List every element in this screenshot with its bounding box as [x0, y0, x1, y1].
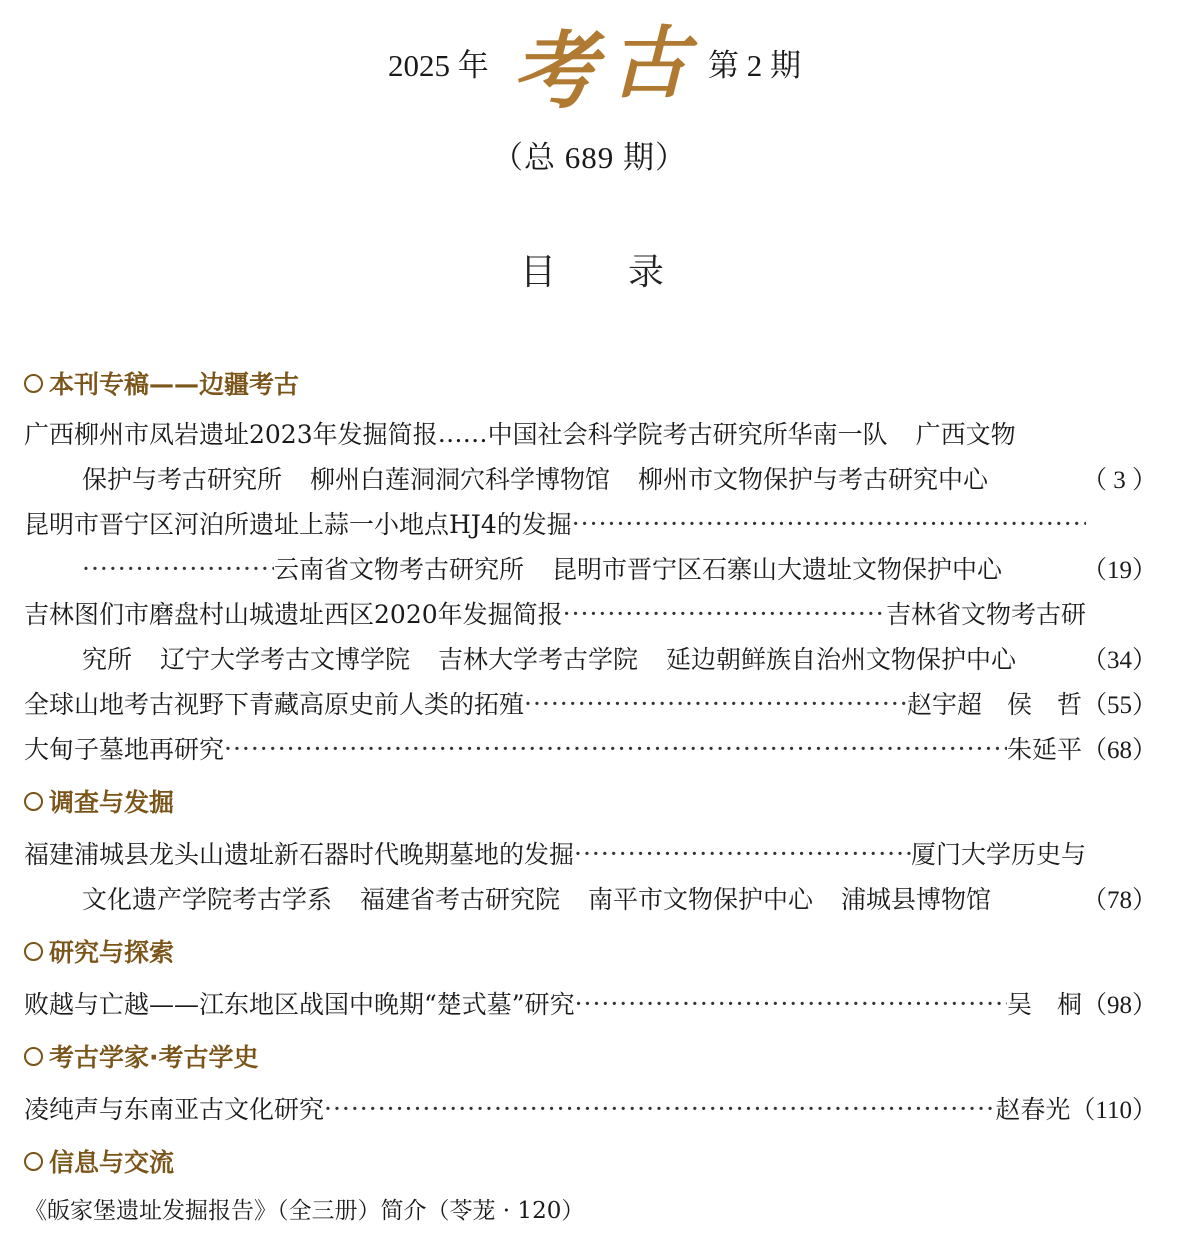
circle-icon — [24, 1047, 43, 1066]
article-author: 吴 桐 — [1006, 990, 1082, 1019]
page-number: （ 3 ） — [1081, 467, 1157, 494]
article-author: 浦城县博物馆 — [841, 885, 992, 914]
article-author: 朱延平 — [1006, 735, 1082, 764]
article-author: 究所 — [82, 645, 133, 674]
article-title: 广西柳州市凤岩遗址2023年发掘简报 — [24, 420, 438, 449]
toc-entry-line[interactable] — [82, 881, 1157, 915]
issue-year: 2025 年 — [388, 48, 489, 83]
article-author: 保护与考古研究所 — [82, 465, 283, 494]
article-author: 柳州市文物保护与考古研究中心 — [638, 465, 989, 494]
article-author: 延边朝鲜族自治州文物保护中心 — [666, 645, 1017, 674]
toc-entry-line[interactable] — [82, 461, 1157, 495]
page-number: （34） — [1081, 647, 1157, 674]
circle-icon — [24, 942, 43, 961]
article-author: 南平市文物保护中心 — [588, 885, 814, 914]
article-title: 凌纯声与东南亚古文化研究 — [24, 1095, 325, 1124]
section-heading: 信息与交流 — [24, 1144, 174, 1178]
svg-text:考: 考 — [512, 21, 597, 118]
section-heading: 研究与探索 — [24, 934, 174, 968]
section-heading: 调查与发掘 — [24, 784, 174, 818]
article-author: 吉林省文物考古研 — [885, 600, 1086, 629]
article-title: 福建浦城县龙头山遗址新石器时代晚期墓地的发掘 — [24, 840, 575, 869]
article-author: 辽宁大学考古文博学院 — [160, 645, 411, 674]
section-heading: 本刊专稿——边疆考古 — [24, 366, 299, 400]
leader-dots — [574, 839, 911, 868]
masthead — [0, 18, 1179, 118]
toc-entry-line[interactable] — [82, 641, 1157, 675]
page-number: （55） — [1081, 692, 1157, 719]
article-author: 广西文物 — [915, 420, 1016, 449]
article-author: 云南省文物考古研究所 — [274, 555, 525, 584]
page-number: （19） — [1081, 557, 1157, 584]
leader-dots — [324, 1094, 995, 1123]
circle-icon — [24, 1152, 43, 1171]
page-number: （98） — [1081, 992, 1157, 1019]
article-author: 福建省考古研究院 — [360, 885, 561, 914]
info-note[interactable]: 《皈家堡遗址发掘报告》（全三册）简介（苓茏 · 120） — [24, 1198, 585, 1224]
circle-icon — [24, 374, 43, 393]
toc-entry-line[interactable] — [82, 551, 1157, 585]
article-title: 大甸子墓地再研究 — [24, 735, 225, 764]
article-title: 全球山地考古视野下青藏高原史前人类的拓殖 — [24, 690, 525, 719]
svg-text:古: 古 — [610, 18, 689, 109]
page-number: （110） — [1070, 1097, 1157, 1124]
article-author: 厦门大学历史与 — [910, 840, 1086, 869]
article-title: 吉林图们市磨盘村山城遗址西区2020年发掘简报 — [24, 600, 563, 629]
toc-entry-line[interactable] — [24, 836, 1086, 870]
journal-logo — [512, 18, 698, 118]
section-heading: 考古学家·考古学史 — [24, 1039, 259, 1073]
leader-dots — [524, 689, 907, 718]
circle-icon — [24, 792, 43, 811]
article-author: 赵宇超 侯 哲 — [906, 690, 1082, 719]
article-author: 昆明市晋宁区石寨山大遗址文物保护中心 — [552, 555, 1003, 584]
article-author: 吉林大学考古学院 — [438, 645, 639, 674]
toc-entry-line[interactable] — [24, 596, 1086, 630]
article-author: 中国社会科学院考古研究所华南一队 — [487, 420, 888, 449]
total-issue: （总 689 期） — [492, 140, 687, 175]
toc-entry-line[interactable] — [24, 986, 1157, 1020]
toc-entry-line[interactable] — [24, 506, 1086, 540]
article-author: 文化遗产学院考古学系 — [82, 885, 333, 914]
issue-number: 第 2 期 — [708, 48, 801, 83]
article-title: 败越与亡越——江东地区战国中晚期“楚式墓”研究 — [24, 990, 575, 1019]
article-author: 柳州白莲洞洞穴科学博物馆 — [310, 465, 611, 494]
page-number: （68） — [1081, 737, 1157, 764]
page-number: （78） — [1081, 887, 1157, 914]
toc-entry-line[interactable] — [24, 686, 1157, 720]
toc-entry-line[interactable] — [24, 1091, 1157, 1125]
leader-dots — [572, 509, 1086, 538]
leader-dots — [575, 989, 1007, 1018]
toc-entry-line[interactable]: 广西柳州市凤岩遗址2023年发掘简报 …… 中国社会科学院考古研究所华南一队 广西文物 — [24, 416, 1086, 450]
toc-title: 目录 — [520, 252, 737, 293]
toc-entry-line[interactable] — [24, 731, 1157, 765]
leader-dots — [224, 734, 1007, 763]
leader-dots — [563, 599, 886, 628]
article-author: 赵春光 — [995, 1095, 1071, 1124]
leader-dots — [82, 554, 274, 583]
article-title: 昆明市晋宁区河泊所遗址上蒜一小地点HJ4的发掘 — [24, 510, 572, 539]
